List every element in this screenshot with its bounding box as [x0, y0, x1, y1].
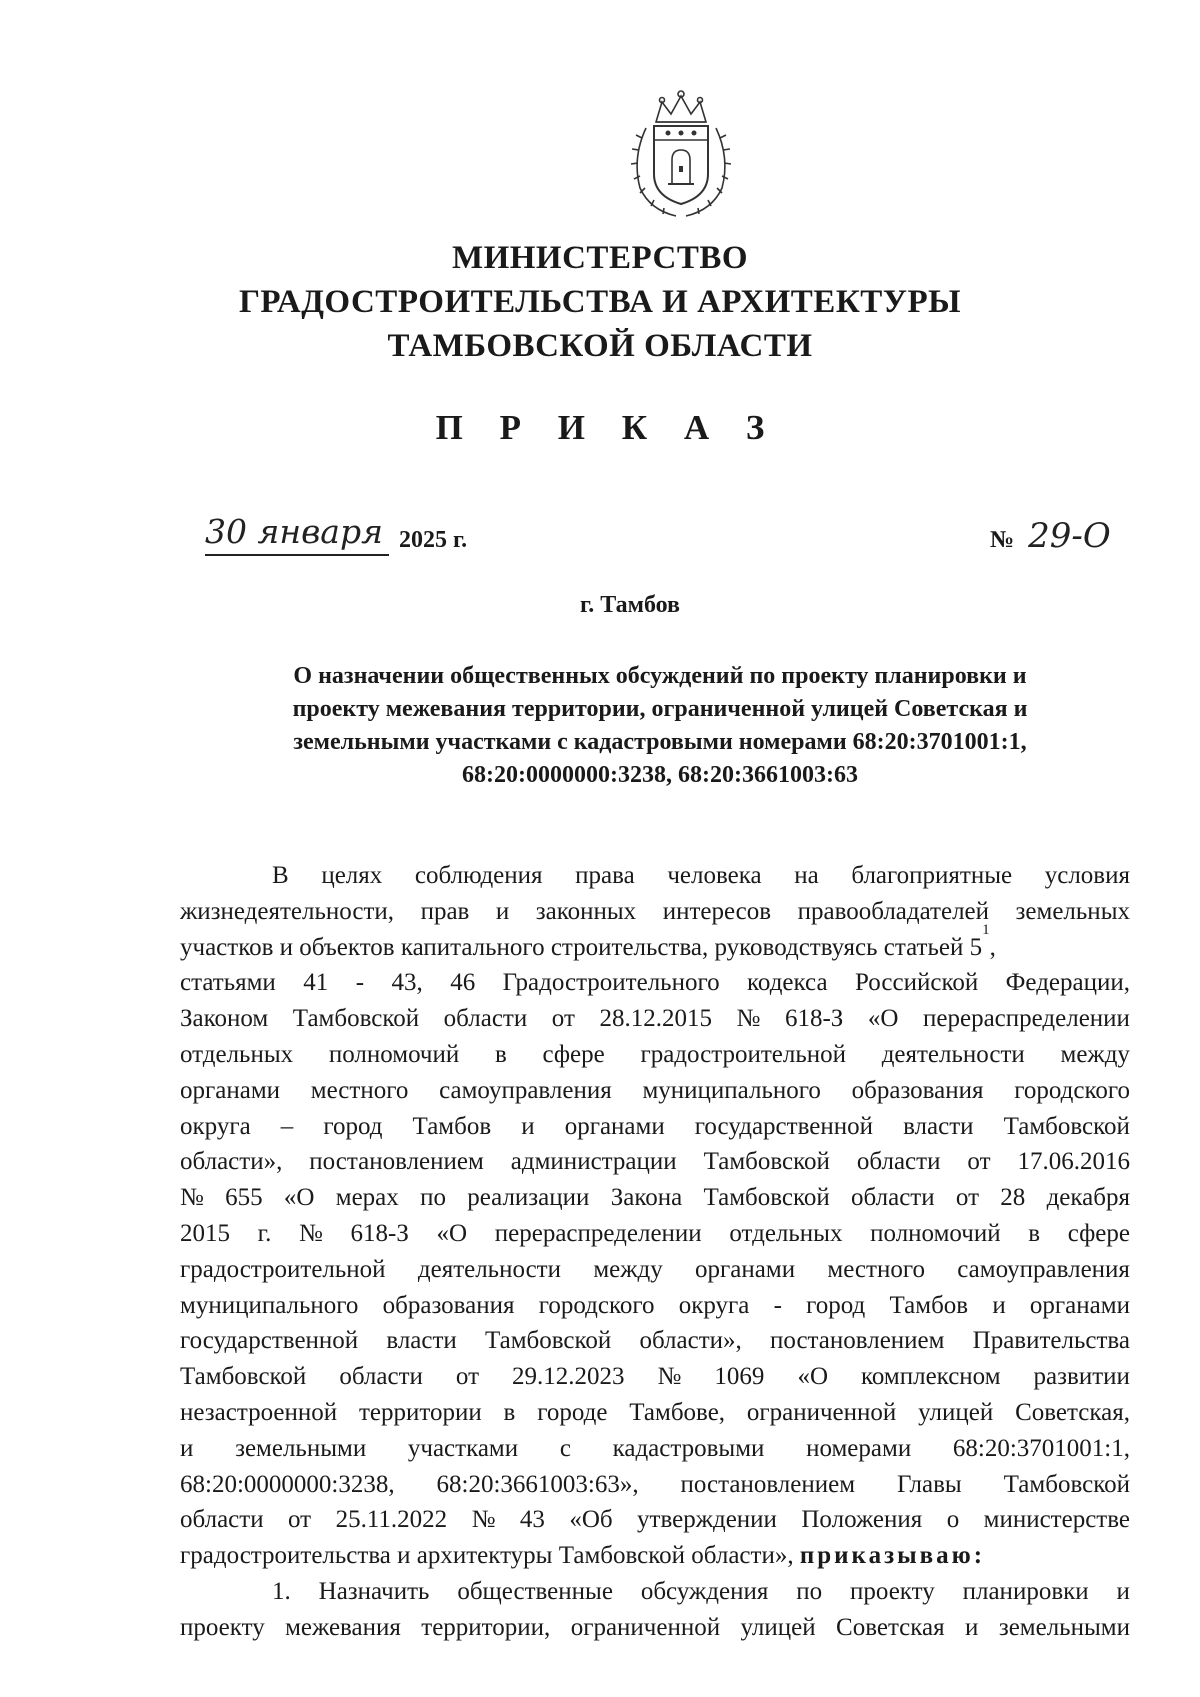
body-word: образования: [851, 1076, 984, 1104]
body-word: развитии: [1033, 1363, 1130, 1391]
body-word: планировки: [962, 1577, 1089, 1605]
body-word: статьями: [180, 969, 276, 997]
body-word: органами: [695, 1255, 796, 1283]
body-word: незастроенной: [180, 1398, 338, 1426]
body-word: Положения: [801, 1506, 923, 1534]
body-word: области: [180, 1506, 264, 1534]
body-word: в: [503, 1398, 516, 1426]
body-word: с: [559, 1434, 571, 1462]
body-word: по: [420, 1184, 446, 1212]
body-word: Тамбов: [412, 1112, 492, 1140]
body-word: отдельных: [180, 1040, 294, 1068]
body-word: деятельности: [881, 1040, 1025, 1068]
order-keyword: приказываю:: [799, 1542, 986, 1570]
body-word: и: [521, 1112, 535, 1140]
subject-line: проекту межевания территории, ограниченной улицей Советская и: [292, 696, 1028, 722]
body-word: на: [794, 862, 819, 889]
body-word: Градостроительного: [502, 969, 720, 997]
body-word: в: [494, 1040, 507, 1068]
body-word: постановлением: [680, 1470, 856, 1498]
body-word: утверждении: [637, 1506, 777, 1534]
body-word: и: [965, 1613, 979, 1641]
body-word: самоуправления: [957, 1255, 1130, 1283]
body-word: Тамбовской: [703, 1148, 830, 1176]
body-word: комплексном: [861, 1363, 1001, 1391]
ministry-line-2: ГРАДОСТРОИТЕЛЬСТВА И АРХИТЕКТУРЫ: [238, 284, 962, 320]
body-word: Закона: [610, 1184, 683, 1212]
body-word: законных: [535, 897, 637, 925]
body-word: реализации: [467, 1184, 590, 1212]
body-word: от: [288, 1506, 312, 1534]
body-line: [180, 1431, 1130, 1467]
body-word: области: [443, 1005, 528, 1033]
body-text-segment: градостроительства и архитектуры Тамбовской области»,: [180, 1542, 800, 1570]
body-word: №: [180, 1184, 204, 1212]
body-word: земельных: [1015, 897, 1130, 925]
body-word: земельными: [235, 1434, 367, 1462]
body-word: 43: [519, 1506, 545, 1534]
body-word: 1.: [272, 1577, 291, 1605]
body-word: «Об: [569, 1506, 613, 1534]
subject-line: О назначении общественных обсуждений по проекту планировки и: [293, 663, 1027, 689]
body-word: области: [856, 1148, 941, 1176]
body-word: 618-З: [784, 1005, 844, 1033]
body-word: права: [575, 862, 635, 889]
body-line: [180, 1216, 1130, 1252]
body-word: проекту: [180, 1613, 265, 1641]
body-word: деятельности: [417, 1255, 561, 1283]
body-word: кадастровыми: [612, 1434, 765, 1462]
order-subject: [210, 660, 1110, 792]
body-word: кодекса: [747, 969, 828, 997]
body-word: территории,: [421, 1613, 551, 1641]
body-word: о: [946, 1506, 960, 1534]
body-word: Тамбовской: [292, 1005, 420, 1033]
body-word: министерстве: [983, 1506, 1130, 1534]
body-word: территории: [358, 1398, 482, 1426]
body-word: 655: [225, 1184, 263, 1212]
body-word: декабря: [1046, 1184, 1130, 1212]
body-word: Главы: [896, 1470, 962, 1498]
body-word: Тамбов: [889, 1291, 969, 1319]
body-text-segment: ,: [989, 933, 996, 961]
body-word: перераспределении: [923, 1005, 1130, 1033]
body-word: В: [272, 862, 289, 889]
body-line: [180, 1144, 1130, 1180]
body-word: от: [455, 1363, 480, 1391]
body-word: градостроительной: [180, 1255, 386, 1283]
body-word: Федерации,: [1005, 969, 1130, 997]
body-word: «О: [436, 1219, 468, 1247]
city-line: г. Тамбов: [580, 592, 680, 618]
body-word: органами: [180, 1076, 281, 1104]
body-line: [180, 965, 1130, 1001]
body-word: муниципального: [180, 1291, 359, 1319]
body-line: [180, 1467, 1130, 1503]
body-word: соблюдения: [414, 862, 543, 889]
body-word: самоуправления: [439, 1076, 612, 1104]
body-word: сфере: [542, 1040, 605, 1068]
body-word: местного: [827, 1255, 925, 1283]
body-word: Российской: [855, 969, 979, 997]
body-word: полномочий: [870, 1219, 1001, 1247]
ministry-line-1: МИНИСТЕРСТВО: [451, 240, 749, 276]
body-word: №: [736, 1005, 761, 1033]
body-word: улицей: [918, 1398, 994, 1426]
body-line: [180, 1538, 1130, 1574]
order-year: 2025 г.: [398, 527, 468, 553]
ministry-name: [0, 236, 1200, 368]
body-word: общественные: [457, 1577, 613, 1605]
body-line: [180, 1109, 1130, 1145]
body-word: Законом: [180, 1005, 269, 1033]
body-word: от: [955, 1184, 980, 1212]
body-word: 28: [1000, 1184, 1026, 1212]
body-word: 46: [450, 969, 476, 997]
body-word: «О: [867, 1005, 899, 1033]
body-word: №: [657, 1363, 682, 1391]
subject-line: 68:20:0000000:3238, 68:20:3661003:63: [462, 762, 858, 788]
body-word: ограниченной: [570, 1613, 721, 1641]
body-word: земельными: [998, 1613, 1130, 1641]
body-line: [180, 1073, 1130, 1109]
body-word: и: [495, 897, 510, 925]
body-word: -: [355, 969, 365, 997]
body-word: 68:20:3661003:63»,: [436, 1470, 639, 1498]
body-line: [180, 921, 1130, 966]
body-line: [180, 1180, 1130, 1216]
body-word: 25.11.2022: [335, 1506, 448, 1534]
handwritten-number: 29-О: [1028, 516, 1111, 556]
body-line: [180, 1574, 1130, 1610]
body-word: город: [323, 1112, 383, 1140]
body-word: 17.06.2016: [1017, 1148, 1130, 1176]
body-word: по: [796, 1577, 823, 1605]
body-word: в: [1028, 1219, 1041, 1247]
superscript: 1: [982, 921, 990, 938]
body-word: мерах: [335, 1184, 399, 1212]
body-word: Назначить: [318, 1577, 430, 1605]
body-word: Тамбове,: [629, 1398, 726, 1426]
body-word: номерами: [806, 1434, 912, 1462]
body-line: [180, 1395, 1130, 1431]
body-word: –: [280, 1112, 294, 1140]
body-word: интересов: [662, 897, 772, 925]
body-word: ограниченной: [746, 1398, 897, 1426]
body-word: полномочий: [328, 1040, 460, 1068]
body-word: муниципального: [642, 1076, 821, 1104]
body-word: округа: [678, 1291, 750, 1319]
body-word: власти: [903, 1112, 974, 1140]
body-word: Тамбовской: [703, 1184, 830, 1212]
body-word: местного: [310, 1076, 409, 1104]
body-word: области»,: [639, 1327, 742, 1355]
body-word: жизнедеятельности,: [180, 897, 395, 925]
body-word: администрации: [510, 1148, 677, 1176]
body-word: Тамбовской: [1003, 1470, 1130, 1498]
body-word: и: [1116, 1577, 1130, 1605]
body-word: 1069: [714, 1363, 765, 1391]
body-word: Правительства: [972, 1327, 1130, 1355]
body-word: межевания: [285, 1613, 401, 1641]
body-word: №: [299, 1219, 323, 1247]
ministry-line-3: ТАМБОВСКОЙ ОБЛАСТИ: [387, 328, 813, 364]
body-word: «О: [283, 1184, 315, 1212]
order-date: [205, 510, 467, 556]
body-word: обсуждения: [640, 1577, 769, 1605]
body-word: прав: [420, 897, 470, 925]
body-line: [180, 1502, 1130, 1538]
body-word: перераспределении: [494, 1219, 702, 1247]
body-word: 28.12.2015: [599, 1005, 712, 1033]
body-word: №: [471, 1506, 496, 1534]
body-word: проекту: [850, 1577, 935, 1605]
order-number: [990, 510, 1111, 556]
body-line: [180, 1288, 1130, 1324]
body-word: «О: [797, 1363, 828, 1391]
body-word: от: [967, 1148, 991, 1176]
body-word: градостроительной: [640, 1040, 846, 1068]
body-line: [180, 858, 1130, 894]
body-text-segment: участков и объектов капитального строительства, руководствуясь статьей 5: [180, 933, 983, 961]
body-word: улицей: [740, 1613, 816, 1641]
body-word: постановлением: [769, 1327, 945, 1355]
body-word: 618-З: [350, 1219, 409, 1247]
body-word: между: [1060, 1040, 1130, 1068]
body-word: между: [593, 1255, 663, 1283]
body-word: 2015: [180, 1219, 230, 1247]
body-word: сфере: [1067, 1219, 1130, 1247]
document-type-title: П Р И К А З: [435, 408, 779, 447]
body-word: Тамбовской: [1003, 1112, 1130, 1140]
body-word: 41: [303, 969, 329, 997]
body-word: целях: [321, 862, 383, 889]
body-line: [180, 1359, 1130, 1395]
body-word: органами: [1029, 1291, 1130, 1319]
body-word: -: [773, 1291, 782, 1319]
body-word: благоприятные: [851, 862, 1013, 889]
body-word: г.: [257, 1219, 272, 1247]
body-word: государственной: [180, 1327, 359, 1355]
body-word: области»,: [180, 1148, 283, 1176]
body-line: [180, 1252, 1130, 1288]
body-word: от: [551, 1005, 575, 1033]
body-line: [180, 1610, 1130, 1646]
body-word: 68:20:3701001:1,: [952, 1434, 1130, 1462]
body-word: Тамбовской: [484, 1327, 612, 1355]
body-word: отдельных: [729, 1219, 843, 1247]
coat-of-arms-emblem: [626, 88, 736, 220]
body-word: городе: [537, 1398, 608, 1426]
number-sign: №: [990, 527, 1015, 553]
body-word: условия: [1044, 862, 1130, 889]
subject-line: земельными участками с кадастровыми номерами 68:20:3701001:1,: [293, 729, 1027, 755]
body-word: и: [992, 1291, 1006, 1319]
order-body: [180, 858, 1130, 1646]
body-word: Тамбовской: [180, 1363, 307, 1391]
body-line: [180, 1001, 1130, 1037]
body-word: правообладателей: [797, 897, 990, 925]
body-word: государственной: [694, 1112, 873, 1140]
body-line: [180, 1037, 1130, 1073]
body-word: Советская: [836, 1613, 945, 1641]
body-word: органами: [564, 1112, 665, 1140]
body-line: [180, 1323, 1130, 1359]
body-word: город: [806, 1291, 866, 1319]
body-word: округа: [180, 1112, 251, 1140]
body-word: области: [851, 1184, 935, 1212]
body-word: 68:20:0000000:3238,: [180, 1470, 395, 1498]
body-word: 43,: [391, 969, 423, 997]
body-word: участками: [407, 1434, 519, 1462]
handwritten-date: 30 января: [205, 512, 389, 556]
body-word: образования: [382, 1291, 515, 1319]
body-word: 29.12.2023: [512, 1363, 625, 1391]
body-word: городского: [538, 1291, 655, 1319]
body-word: и: [180, 1434, 194, 1462]
body-word: человека: [667, 862, 762, 889]
body-word: постановлением: [309, 1148, 484, 1176]
body-word: области: [339, 1363, 423, 1391]
body-word: власти: [386, 1327, 457, 1355]
body-word: Советская,: [1015, 1398, 1130, 1426]
body-word: городского: [1014, 1076, 1130, 1104]
